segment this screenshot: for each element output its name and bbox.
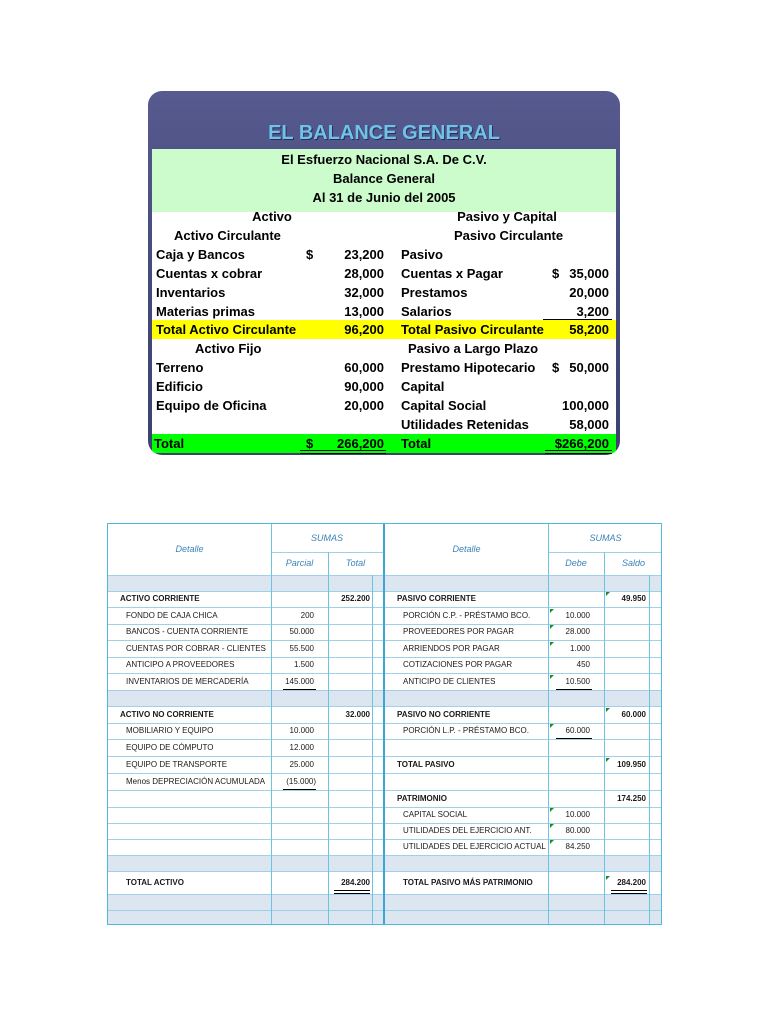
ledger-row-value: 60.000 [565,726,590,735]
left-row-label: Caja y Bancos [156,247,245,262]
document-date: Al 31 de Junio del 2005 [312,190,456,205]
ledger-row-value: 200 [300,611,314,620]
total-right-label: Total [401,436,432,451]
grid-line [271,552,383,553]
left-row2-value: 90,000 [344,379,384,394]
total-header: Total [345,558,366,568]
debe-header: Debe [565,558,587,568]
activo-circulante-header: Activo Circulante [174,228,281,243]
total-left-label: Total [154,436,185,451]
ledger-row-value: 12.000 [289,743,314,752]
pasivo-circulante-header: Pasivo Circulante [454,228,564,243]
pasivo-no-corriente-total: 60.000 [621,710,646,719]
ledger-row-value: 10.000 [289,726,314,735]
right-row2-label: Capital Social [401,398,487,413]
ledger-row-label: UTILIDADES DEL EJERCICIO ANT. [403,826,532,835]
grid-line [108,855,662,856]
underline [556,689,592,690]
ledger-row-label: COTIZACIONES POR PAGAR [403,660,513,669]
grid-line [108,871,662,872]
left-row-value: 13,000 [344,304,384,319]
right-row2-value: 100,000 [562,398,609,413]
right-row2-currency: $ [552,360,560,375]
detalle-header: Detalle [175,544,204,554]
double-underline [545,450,612,454]
ledger-row-label: FONDO DE CAJA CHICA [126,611,218,620]
parcial-header: Parcial [285,558,314,568]
right-row-label: Pasivo [401,247,443,262]
left-row-currency: $ [306,247,314,262]
ledger-row-label: BANCOS - CUENTA CORRIENTE [126,627,249,636]
ledger-row-value: 55.500 [289,644,314,653]
grid-line [108,790,662,791]
underline [283,789,316,790]
right-row-label: Salarios [401,304,452,319]
ledger-row-label: MOBILIARIO Y EQUIPO [126,726,214,735]
grid-line [108,894,662,895]
ledger-row-value: (15.000) [286,777,316,786]
right-row2-label: Prestamo Hipotecario [401,360,536,375]
total-pasivo-patrimonio-value: 284.200 [617,878,646,887]
total-left-currency: $ [306,436,314,451]
saldo-header: Saldo [621,558,646,568]
ledger-row-value: 50.000 [289,627,314,636]
total-left-value: 266,200 [337,436,384,451]
grid-line [328,552,329,925]
ledger-row-value: 450 [576,660,590,669]
grid-line [548,552,662,553]
right-row-value: 3,200 [576,304,609,319]
left-row2-label: Terreno [156,360,204,375]
band [108,855,662,871]
grid-line [108,575,662,576]
balance-title-text: EL BALANCE GENERAL [268,122,500,144]
ledger-row-value: 28.000 [565,627,590,636]
ledger-row-label: EQUIPO DE TRANSPORTE [126,760,228,769]
detalle-header: Detalle [452,544,481,554]
right-row2-value: 58,000 [569,417,609,432]
ledger-row-value: 10.000 [565,611,590,620]
pasivo-corriente-label: PASIVO CORRIENTE [397,594,476,603]
grid-line [383,524,385,925]
activo-no-corriente-total: 32.000 [345,710,370,719]
ledger-row-value: 1.500 [293,660,314,669]
ledger-table [107,523,662,925]
activo-corriente-label: ACTIVO CORRIENTE [120,594,200,603]
ledger-row-value: 84.250 [565,842,590,851]
underline [283,689,316,690]
activo-fijo-header: Activo Fijo [195,341,262,356]
total-pasivo-value: 109.950 [617,760,646,769]
ledger-row-label: PROVEEDORES POR PAGAR [403,627,514,636]
right-row-label: Cuentas x Pagar [401,266,503,281]
ledger-row-value: 145.000 [285,677,314,686]
right-row-value: 20,000 [569,285,609,300]
patrimonio-total: 174.250 [617,794,646,803]
right-row2-value: 50,000 [569,360,609,375]
left-row-value: 28,000 [344,266,384,281]
total-activo-label: TOTAL ACTIVO [126,878,184,887]
ledger-row-label: INVENTARIOS DE MERCADERÍA [126,677,249,686]
total-pasivo-circulante-value: 58,200 [569,322,609,337]
band [108,690,662,706]
pasivo-capital-header: Pasivo y Capital [457,209,557,224]
ledger-row-value: 10.000 [565,810,590,819]
company-name: El Esfuerzo Nacional S.A. De C.V. [281,152,487,167]
ledger-row-value: 10.500 [565,677,590,686]
ledger-row-label: Menos DEPRECIACIÓN ACUMULADA [126,777,266,786]
ledger-row-value: 25.000 [289,760,314,769]
right-row2-label: Capital [401,379,445,394]
ledger-row-label: ARRIENDOS POR PAGAR [403,644,500,653]
double-underline [611,890,647,894]
double-underline [300,450,386,454]
total-right-value: $266,200 [554,436,609,451]
total-pasivo-patrimonio-label: TOTAL PASIVO MÁS PATRIMONIO [403,878,533,887]
balance-sheet [152,149,616,453]
grid-line [649,575,650,925]
ledger-row-label: EQUIPO DE CÓMPUTO [126,743,214,752]
right-row-value: 35,000 [569,266,609,281]
activo-header: Activo [252,209,292,224]
pasivo-corriente-total: 49.950 [621,594,646,603]
ledger-row-label: CUENTAS POR COBRAR - CLIENTES [126,644,266,653]
underline [556,738,592,739]
grid-line [108,690,662,691]
grid-line [372,575,373,925]
sumas-header: SUMAS [310,533,343,543]
patrimonio-label: PATRIMONIO [397,794,447,803]
right-row2-label: Utilidades Retenidas [401,417,529,432]
ledger-row-label: CAPITAL SOCIAL [403,810,468,819]
total-pasivo-circulante-label: Total Pasivo Circulante [401,322,544,337]
ledger-row-label: UTILIDADES DEL EJERCICIO ACTUAL [403,842,546,851]
band [108,575,662,591]
ledger-row-label: PORCIÓN C.P. - PRÉSTAMO BCO. [403,611,531,620]
document-name: Balance General [333,171,435,186]
total-activo-circulante-value: 96,200 [344,322,384,337]
total-activo-circulante-label: Total Activo Circulante [156,322,297,337]
balance-general-card [148,91,620,455]
activo-corriente-total: 252.200 [341,594,370,603]
left-row-label: Materias primas [156,304,255,319]
left-row-value: 23,200 [344,247,384,262]
grid-line [108,910,662,911]
right-row-label: Prestamos [401,285,468,300]
left-row2-value: 20,000 [344,398,384,413]
right-row-currency: $ [552,266,560,281]
left-row2-value: 60,000 [344,360,384,375]
grid-line [604,552,605,925]
pasivo-largo-plazo-header: Pasivo a Largo Plazo [408,341,539,356]
ledger-row-value: 1.000 [569,644,590,653]
pasivo-no-corriente-label: PASIVO NO CORRIENTE [397,710,491,719]
total-activo-value: 284.200 [341,878,370,887]
left-row2-label: Edificio [156,379,203,394]
left-row-label: Cuentas x cobrar [156,266,263,281]
left-row-value: 32,000 [344,285,384,300]
ledger-row-label: PORCIÓN L.P. - PRÉSTAMO BCO. [403,726,529,735]
left-row2-label: Equipo de Oficina [156,398,267,413]
ledger-row-label: ANTICIPO DE CLIENTES [403,677,496,686]
double-underline [334,890,370,894]
sumas-header: SUMAS [589,533,622,543]
left-row-label: Inventarios [156,285,226,300]
activo-no-corriente-label: ACTIVO NO CORRIENTE [120,710,214,719]
ledger-row-label: ANTICIPO A PROVEEDORES [126,660,235,669]
total-pasivo-label: TOTAL PASIVO [397,760,455,769]
ledger-row-value: 80.000 [565,826,590,835]
balance-title [148,91,620,149]
